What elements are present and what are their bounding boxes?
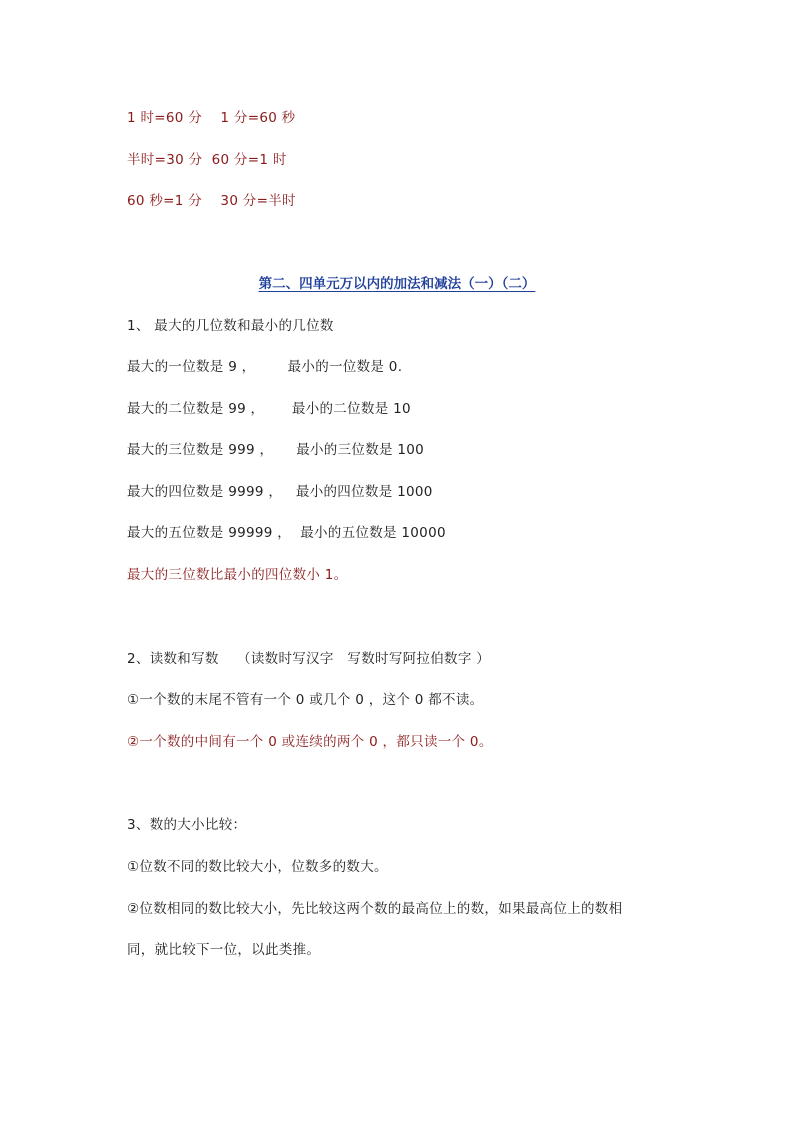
section-3-rule-2-line-2: 同，就比较下一位，以此类推。 bbox=[127, 942, 321, 958]
time-unit-line-2: 半时=30 分 60 分=1 时 bbox=[127, 152, 287, 168]
section-2-rule-2: ②一个数的中间有一个 0 或连续的两个 0 ，都只读一个 0。 bbox=[127, 734, 493, 750]
section-1-row: 最大的一位数是 9 ， 最小的一位数是 0. bbox=[127, 359, 403, 375]
section-1-row: 最大的三位数是 999 ， 最小的三位数是 100 bbox=[127, 442, 425, 458]
section-2-heading: 2、读数和写数 （读数时写汉字 写数时写阿拉伯数字 ） bbox=[127, 651, 491, 667]
unit-title-text: 第二、四单元万以内的加法和减法（一）（二） bbox=[258, 276, 536, 292]
section-1-note: 最大的三位数比最小的四位数小 1。 bbox=[127, 567, 348, 583]
time-unit-line-1: 1 时=60 分 1 分=60 秒 bbox=[127, 110, 296, 126]
section-1-row: 最大的二位数是 99 ， 最小的二位数是 10 bbox=[127, 401, 411, 417]
section-1-heading: 1、 最大的几位数和最小的几位数 bbox=[127, 318, 334, 334]
unit-title bbox=[0, 274, 794, 294]
section-1-row: 最大的四位数是 9999 ， 最小的四位数是 1000 bbox=[127, 484, 433, 500]
section-3-rule-1: ①位数不同的数比较大小，位数多的数大。 bbox=[127, 859, 388, 875]
section-2-rule-1: ①一个数的末尾不管有一个 0 或几个 0 ，这个 0 都不读。 bbox=[127, 692, 484, 708]
section-1-row: 最大的五位数是 99999 ， 最小的五位数是 10000 bbox=[127, 525, 446, 541]
section-3-heading: 3、数的大小比较： bbox=[127, 817, 247, 833]
section-3-rule-2-line-1: ②位数相同的数比较大小，先比较这两个数的最高位上的数，如果最高位上的数相 bbox=[127, 901, 623, 917]
time-unit-line-3: 60 秒=1 分 30 分=半时 bbox=[127, 193, 296, 209]
